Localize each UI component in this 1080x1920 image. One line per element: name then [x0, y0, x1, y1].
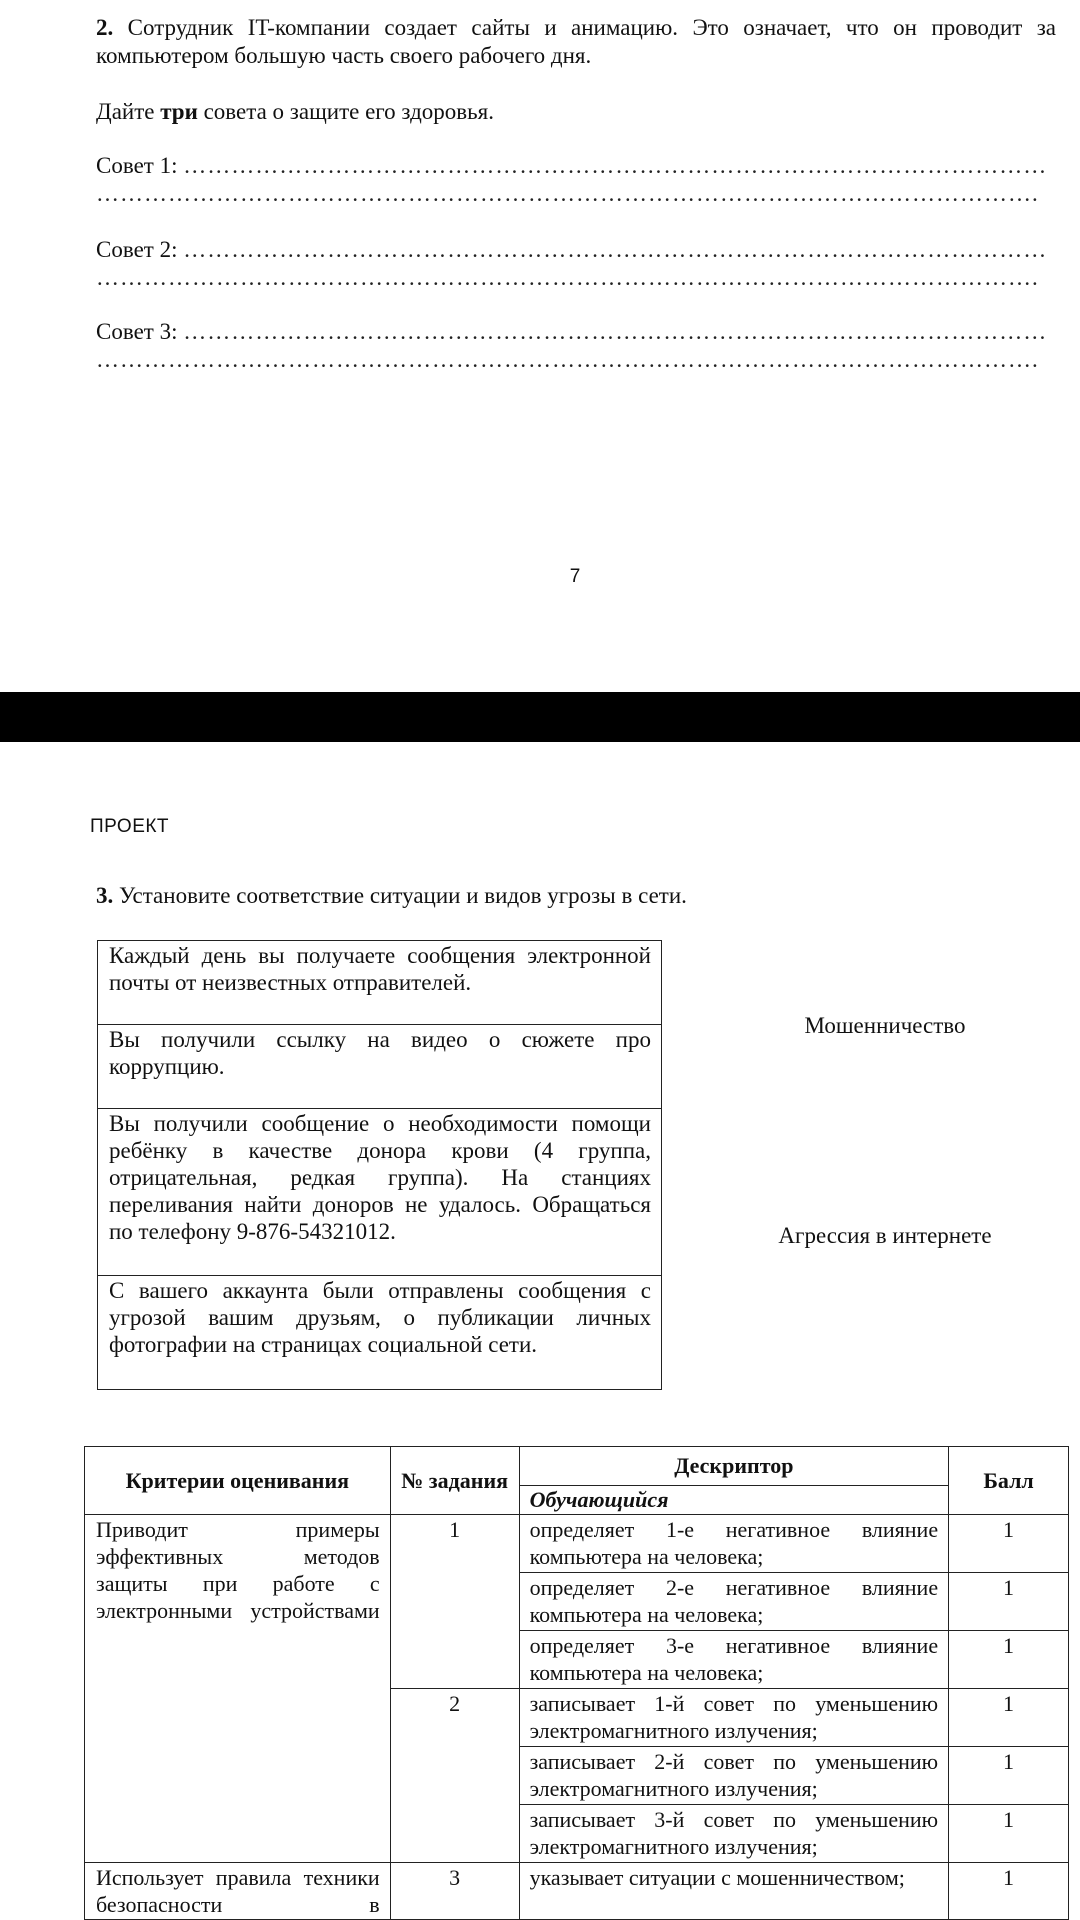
advice-2-line-2[interactable]: ………………………………………………………………………………………………………. [96, 265, 1039, 290]
situations-table [97, 940, 662, 1390]
page-7 [0, 0, 1080, 692]
instruction-bold: три [160, 99, 198, 124]
rubric-header-row [85, 1447, 1069, 1515]
score-6: 1 [949, 1805, 1069, 1863]
situation-1[interactable]: Каждый день вы получаете сообщения электронной почты от неизвестных отправителей. [98, 941, 661, 1025]
advice-1[interactable] [96, 152, 1047, 208]
descriptor-6: записывает 3-й совет по уменьшению электромагнитного излучения; [519, 1805, 949, 1863]
question-2-text [96, 14, 1056, 70]
header-score: Балл [949, 1447, 1069, 1515]
page-8 [0, 742, 1080, 1920]
descriptor-2: определяет 2-е негативное влияние компьютера на человека; [519, 1573, 949, 1631]
instruction-pre: Дайте [96, 99, 161, 124]
question-2-body: Сотрудник IT-компании создает сайты и анимацию. Это означает, что он проводит за компьютером большую часть своего рабочего дня. [96, 15, 1057, 68]
advice-3-line-2[interactable]: ………………………………………………………………………………………………………. [96, 347, 1039, 372]
question-3-title [96, 882, 687, 910]
rubric-table [84, 1446, 1069, 1920]
threat-fraud[interactable]: Мошенничество [804, 1013, 966, 1038]
score-5: 1 [949, 1747, 1069, 1805]
score-3: 1 [949, 1631, 1069, 1689]
advice-3-line-1[interactable]: ……………………………………………………………………………………………… [183, 319, 1048, 344]
question-2-instruction [96, 98, 494, 126]
instruction-post: совета о защите его здоровья. [197, 99, 494, 124]
draft-stamp: ПРОЕКТ [90, 816, 170, 837]
threat-aggression[interactable]: Агрессия в интернете [778, 1223, 992, 1248]
page-separator [0, 692, 1080, 742]
advice-2-line-1[interactable]: ……………………………………………………………………………………………… [183, 237, 1048, 262]
page-number: 7 [569, 566, 581, 587]
table-row [85, 1863, 1069, 1920]
score-1: 1 [949, 1515, 1069, 1573]
descriptor-1: определяет 1-е негативное влияние компьютера на человека; [519, 1515, 949, 1573]
criterion-2 [85, 1863, 391, 1920]
question-3-number: 3. [96, 883, 114, 908]
question-2-number: 2. [96, 15, 114, 40]
score-2: 1 [949, 1573, 1069, 1631]
header-descriptor-title: Дескриптор [520, 1448, 949, 1486]
header-learner: Обучающийся [529, 1486, 669, 1512]
descriptor-3: определяет 3-е негативное влияние компьютера на человека; [519, 1631, 949, 1689]
header-task-number: № задания [390, 1447, 519, 1515]
task-number-1: 1 [390, 1515, 519, 1689]
task-number-3: 3 [390, 1863, 519, 1920]
score-7: 1 [949, 1863, 1069, 1920]
descriptor-4: записывает 1-й совет по уменьшению электромагнитного излучения; [519, 1689, 949, 1747]
advice-2[interactable] [96, 236, 1047, 292]
descriptor-5: записывает 2-й совет по уменьшению электромагнитного излучения; [519, 1747, 949, 1805]
situation-3[interactable]: Вы получили сообщение о необходимости помощи ребёнку в качестве донора крови (4 группа, отрицательная, редкая группа). На станциях переливания найти доноров не удалось. Обращаться по телефону 9-876-54321012. [98, 1109, 661, 1276]
score-4: 1 [949, 1689, 1069, 1747]
advice-1-line-2[interactable]: ………………………………………………………………………………………………………. [96, 181, 1039, 206]
criterion-1-text: Приводит примеры эффективных методов защиты при работе с электронными устройствами [96, 1517, 380, 1623]
advice-1-label: Совет 1: [96, 153, 178, 178]
advice-3-label: Совет 3: [96, 319, 178, 344]
advice-2-label: Совет 2: [96, 237, 178, 262]
criterion-2-text: Использует правила техники безопасности в [96, 1865, 380, 1917]
header-criteria: Критерии оценивания [85, 1447, 391, 1515]
header-descriptor [519, 1447, 949, 1515]
task-number-2: 2 [390, 1689, 519, 1863]
advice-3[interactable] [96, 318, 1047, 374]
situation-4[interactable]: С вашего аккаунта были отправлены сообщения с угрозой вашим друзьям, о публикации личных фотографии на страницах социальной сети. [109, 1278, 651, 1357]
question-3-text: Установите соответствие ситуации и видов угрозы в сети. [119, 883, 687, 908]
descriptor-7: указывает ситуации с мошенничеством; [519, 1863, 949, 1920]
situation-2[interactable]: Вы получили ссылку на видео о сюжете про коррупцию. [98, 1025, 661, 1109]
criterion-1 [85, 1515, 391, 1863]
table-row [85, 1515, 1069, 1573]
advice-1-line-1[interactable]: ……………………………………………………………………………………………… [183, 153, 1048, 178]
